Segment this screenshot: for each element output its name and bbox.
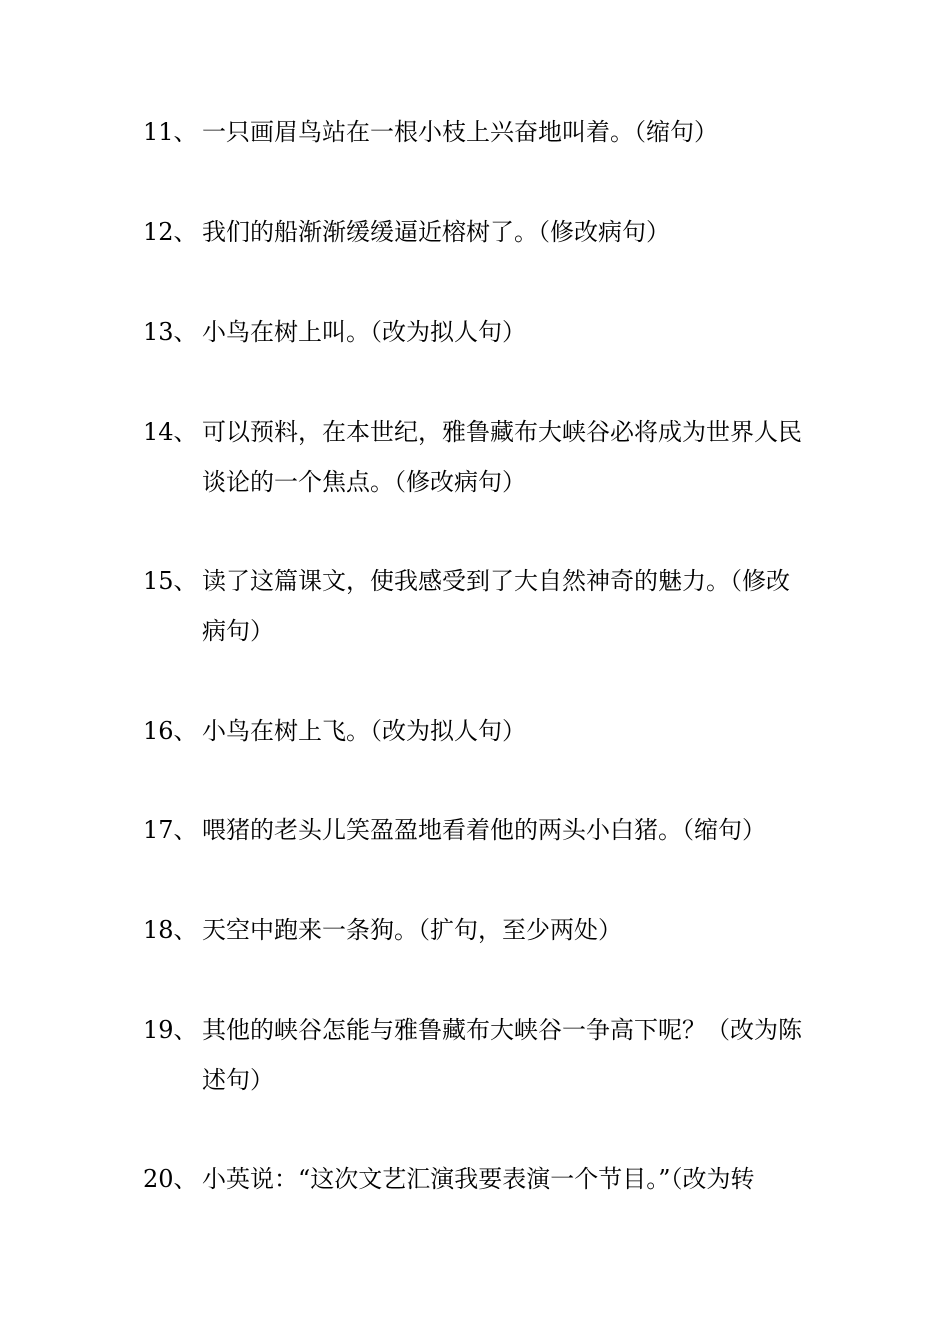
question-number: 12、 — [143, 218, 198, 246]
question-number: 15、 — [143, 567, 198, 595]
question-number: 20、 — [143, 1165, 198, 1193]
question-number: 18、 — [143, 916, 198, 944]
question-number: 11、 — [143, 118, 198, 146]
question-number: 16、 — [143, 717, 198, 745]
question-number: 14、 — [143, 418, 198, 446]
question-number: 13、 — [143, 318, 198, 346]
question-text: 一只画眉鸟站在一根小枝上兴奋地叫着。（缩句） — [202, 118, 718, 146]
question-text: 小鸟在树上叫。（改为拟人句） — [202, 318, 526, 346]
question-number: 17、 — [143, 816, 198, 844]
question-text: 天空中跑来一条狗。（扩句，至少两处） — [202, 916, 622, 944]
question-text: 其他的峡谷怎能与雅鲁藏布大峡谷一争高下呢？（改为陈述句） — [202, 1016, 802, 1094]
question-text: 读了这篇课文，使我感受到了大自然神奇的魅力。（修改病句） — [202, 567, 790, 645]
question-number: 19、 — [143, 1016, 198, 1044]
question-text: 我们的船渐渐缓缓逼近榕树了。（修改病句） — [202, 218, 670, 246]
question-text: 喂猪的老头儿笑盈盈地看着他的两头小白猪。（缩句） — [202, 816, 766, 844]
question-text: 可以预料，在本世纪，雅鲁藏布大峡谷必将成为世界人民谈论的一个焦点。（修改病句） — [202, 418, 802, 496]
question-text: 小鸟在树上飞。（改为拟人句） — [202, 717, 526, 745]
question-text: 小英说：“这次文艺汇演我要表演一个节目。”（改为转 — [202, 1165, 755, 1193]
